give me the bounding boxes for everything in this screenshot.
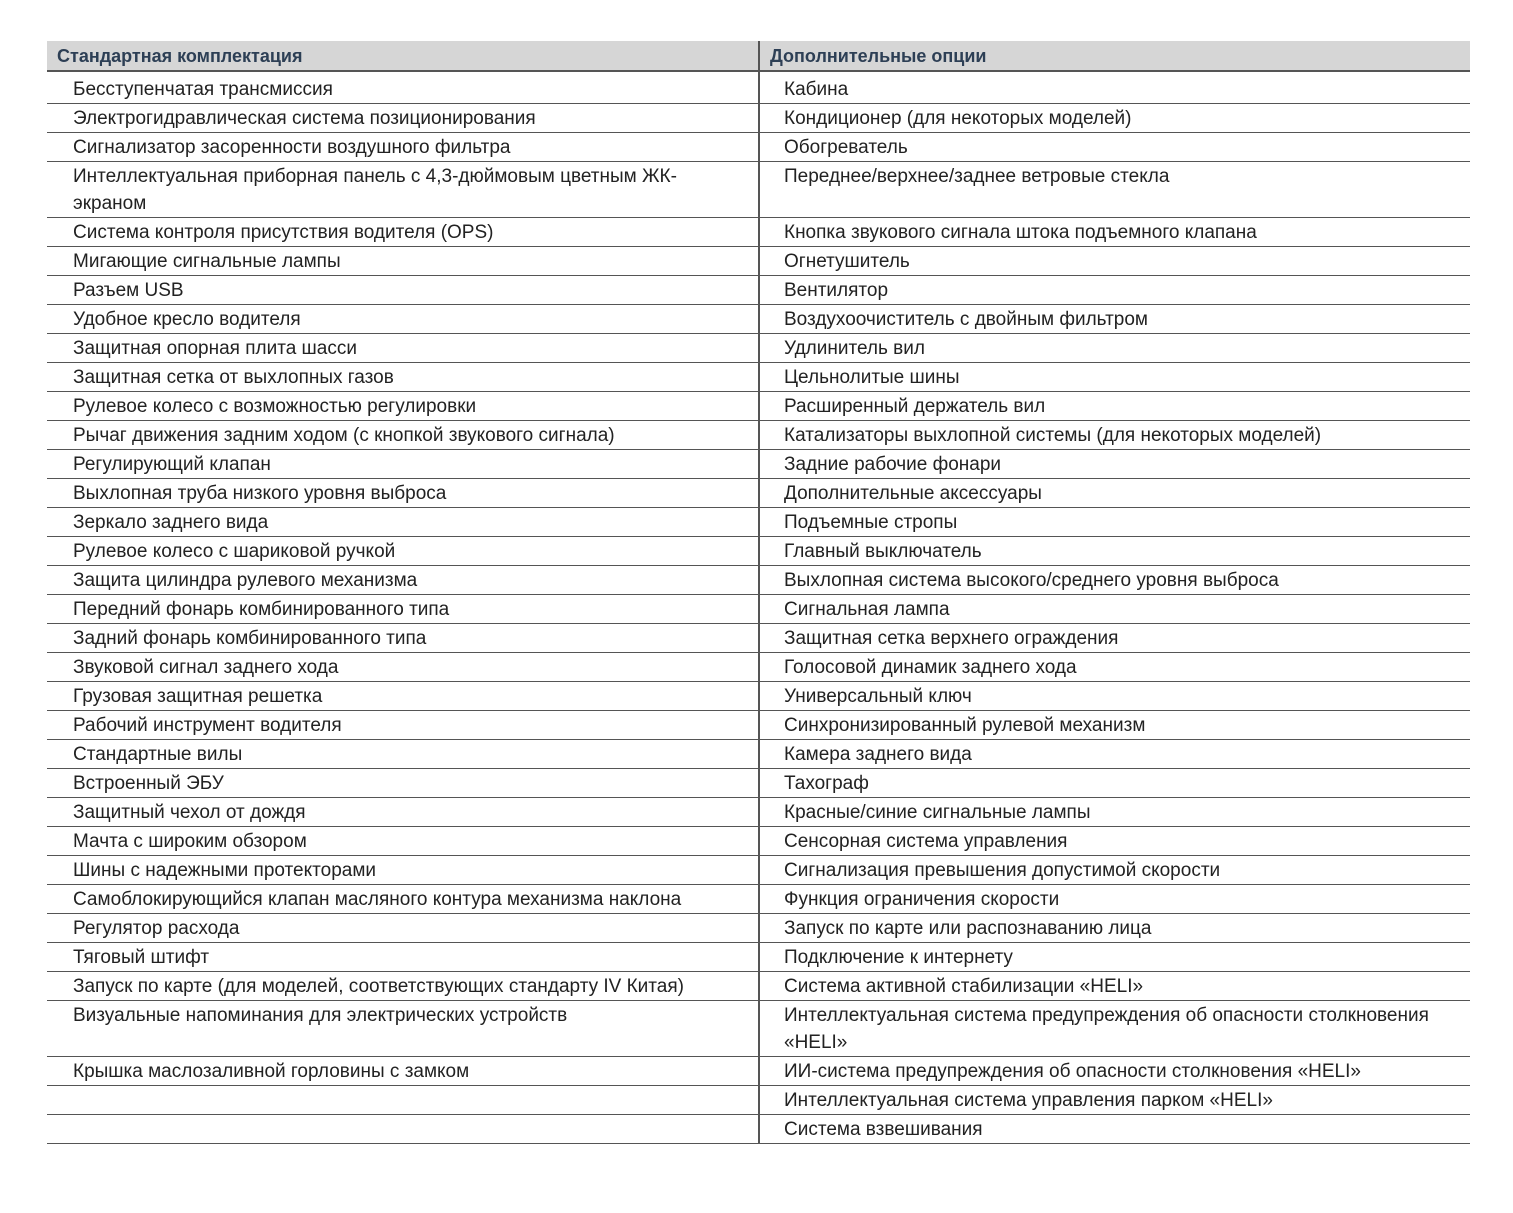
optional-item: Цельнолитые шины	[759, 363, 1470, 392]
table-body	[47, 71, 1470, 1144]
optional-item: Выхлопная система высокого/среднего уровня выброса	[759, 566, 1470, 595]
optional-item: Переднее/верхнее/заднее ветровые стекла	[759, 162, 1470, 218]
standard-item: Стандартные вилы	[47, 740, 759, 769]
optional-item: Кондиционер (для некоторых моделей)	[759, 104, 1470, 133]
table-row	[47, 943, 1470, 972]
standard-item	[47, 1115, 759, 1144]
table-header-row	[47, 41, 1470, 71]
standard-item: Защита цилиндра рулевого механизма	[47, 566, 759, 595]
table-row	[47, 1001, 1470, 1057]
optional-item: Сенсорная система управления	[759, 827, 1470, 856]
table-row	[47, 624, 1470, 653]
standard-item: Встроенный ЭБУ	[47, 769, 759, 798]
standard-item: Интеллектуальная приборная панель с 4,3-дюймовым цветным ЖК-экраном	[47, 162, 759, 218]
optional-item: Главный выключатель	[759, 537, 1470, 566]
standard-item: Визуальные напоминания для электрических устройств	[47, 1001, 759, 1057]
standard-item: Рычаг движения задним ходом (с кнопкой звукового сигнала)	[47, 421, 759, 450]
standard-item: Запуск по карте (для моделей, соответствующих стандарту IV Китая)	[47, 972, 759, 1001]
table-row	[47, 104, 1470, 133]
optional-item: Катализаторы выхлопной системы (для некоторых моделей)	[759, 421, 1470, 450]
table-row	[47, 711, 1470, 740]
optional-item: Тахограф	[759, 769, 1470, 798]
optional-item: Подключение к интернету	[759, 943, 1470, 972]
table-row	[47, 798, 1470, 827]
standard-item	[47, 1086, 759, 1115]
equipment-sheet	[47, 41, 1470, 1144]
table-row	[47, 363, 1470, 392]
table-row	[47, 247, 1470, 276]
standard-item: Задний фонарь комбинированного типа	[47, 624, 759, 653]
standard-item: Грузовая защитная решетка	[47, 682, 759, 711]
optional-item: ИИ-система предупреждения об опасности столкновения «HELI»	[759, 1057, 1470, 1086]
equipment-table	[47, 41, 1470, 1144]
optional-item: Камера заднего вида	[759, 740, 1470, 769]
optional-item: Голосовой динамик заднего хода	[759, 653, 1470, 682]
optional-item: Запуск по карте или распознаванию лица	[759, 914, 1470, 943]
optional-item: Задние рабочие фонари	[759, 450, 1470, 479]
table-row	[47, 479, 1470, 508]
table-row	[47, 740, 1470, 769]
table-row	[47, 392, 1470, 421]
table-row	[47, 421, 1470, 450]
table-row	[47, 653, 1470, 682]
standard-item: Защитная опорная плита шасси	[47, 334, 759, 363]
optional-item: Воздухоочиститель с двойным фильтром	[759, 305, 1470, 334]
optional-item: Универсальный ключ	[759, 682, 1470, 711]
standard-item: Рулевое колесо с возможностью регулировки	[47, 392, 759, 421]
standard-item: Мигающие сигнальные лампы	[47, 247, 759, 276]
standard-item: Тяговый штифт	[47, 943, 759, 972]
optional-item: Дополнительные аксессуары	[759, 479, 1470, 508]
optional-item: Функция ограничения скорости	[759, 885, 1470, 914]
table-row	[47, 537, 1470, 566]
optional-item: Интеллектуальная система управления парком «HELI»	[759, 1086, 1470, 1115]
standard-item: Звуковой сигнал заднего хода	[47, 653, 759, 682]
optional-item: Красные/синие сигнальные лампы	[759, 798, 1470, 827]
standard-item: Система контроля присутствия водителя (OPS)	[47, 218, 759, 247]
optional-item: Система активной стабилизации «HELI»	[759, 972, 1470, 1001]
table-row	[47, 276, 1470, 305]
table-row	[47, 682, 1470, 711]
table-row	[47, 450, 1470, 479]
standard-item: Разъем USB	[47, 276, 759, 305]
standard-item: Мачта с широким обзором	[47, 827, 759, 856]
optional-item: Сигнальная лампа	[759, 595, 1470, 624]
optional-item: Интеллектуальная система предупреждения об опасности столкновения «HELI»	[759, 1001, 1470, 1057]
table-row	[47, 162, 1470, 218]
standard-item: Рулевое колесо с шариковой ручкой	[47, 537, 759, 566]
table-row	[47, 769, 1470, 798]
standard-item: Зеркало заднего вида	[47, 508, 759, 537]
optional-item: Обогреватель	[759, 133, 1470, 162]
standard-item: Самоблокирующийся клапан масляного контура механизма наклона	[47, 885, 759, 914]
optional-item: Сигнализация превышения допустимой скорости	[759, 856, 1470, 885]
table-row	[47, 133, 1470, 162]
optional-item: Защитная сетка верхнего ограждения	[759, 624, 1470, 653]
optional-item: Удлинитель вил	[759, 334, 1470, 363]
standard-item: Передний фонарь комбинированного типа	[47, 595, 759, 624]
standard-item: Бесступенчатая трансмиссия	[47, 71, 759, 104]
header-standard: Стандартная комплектация	[47, 41, 759, 71]
optional-item: Огнетушитель	[759, 247, 1470, 276]
header-optional: Дополнительные опции	[759, 41, 1470, 71]
optional-item: Подъемные стропы	[759, 508, 1470, 537]
standard-item: Регулирующий клапан	[47, 450, 759, 479]
table-row	[47, 595, 1470, 624]
table-row	[47, 218, 1470, 247]
table-row	[47, 71, 1470, 104]
standard-item: Выхлопная труба низкого уровня выброса	[47, 479, 759, 508]
table-row	[47, 566, 1470, 595]
standard-item: Защитная сетка от выхлопных газов	[47, 363, 759, 392]
optional-item: Система взвешивания	[759, 1115, 1470, 1144]
optional-item: Расширенный держатель вил	[759, 392, 1470, 421]
standard-item: Защитный чехол от дождя	[47, 798, 759, 827]
standard-item: Электрогидравлическая система позиционирования	[47, 104, 759, 133]
standard-item: Крышка маслозаливной горловины с замком	[47, 1057, 759, 1086]
standard-item: Регулятор расхода	[47, 914, 759, 943]
table-row	[47, 305, 1470, 334]
standard-item: Шины с надежными протекторами	[47, 856, 759, 885]
table-row	[47, 914, 1470, 943]
standard-item: Удобное кресло водителя	[47, 305, 759, 334]
optional-item: Кнопка звукового сигнала штока подъемного клапана	[759, 218, 1470, 247]
standard-item: Рабочий инструмент водителя	[47, 711, 759, 740]
optional-item: Синхронизированный рулевой механизм	[759, 711, 1470, 740]
standard-item: Сигнализатор засоренности воздушного фильтра	[47, 133, 759, 162]
table-row	[47, 1086, 1470, 1115]
table-row	[47, 334, 1470, 363]
table-row	[47, 508, 1470, 537]
table-row	[47, 856, 1470, 885]
table-row	[47, 827, 1470, 856]
optional-item: Вентилятор	[759, 276, 1470, 305]
table-row	[47, 885, 1470, 914]
table-row	[47, 1057, 1470, 1086]
table-row	[47, 1115, 1470, 1144]
optional-item: Кабина	[759, 71, 1470, 104]
table-row	[47, 972, 1470, 1001]
